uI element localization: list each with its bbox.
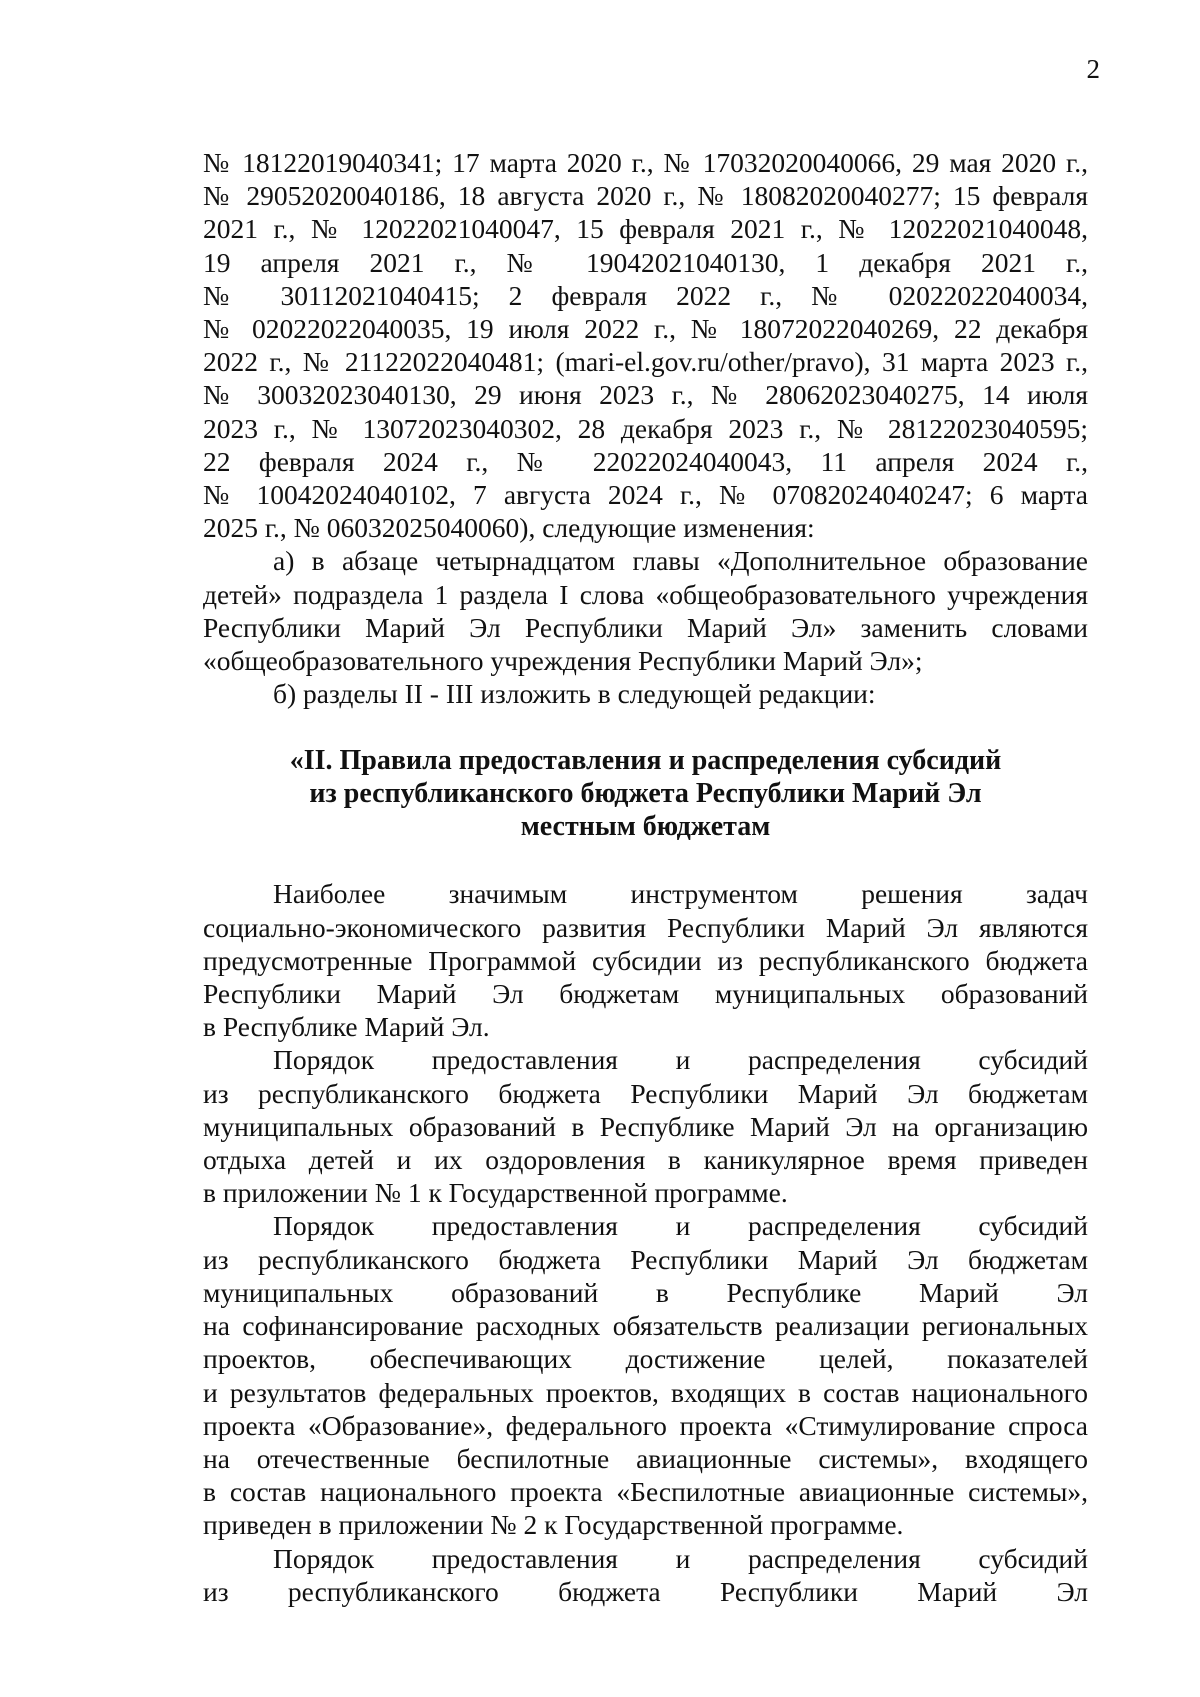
text-line: № 30032023040130, 29 июня 2023 г., № 28062023040275, 14 июля	[203, 379, 1088, 411]
text-line: «общеобразовательного учреждения Республики Марий Эл»;	[203, 645, 923, 677]
text-line: и результатов федеральных проектов, входящих в состав национального	[203, 1376, 1088, 1408]
text-line: № 18122019040341; 17 марта 2020 г., № 17032020040066, 29 мая 2020 г.,	[203, 147, 1088, 178]
text-line: в состав национального проекта «Беспилотные авиационные системы»,	[203, 1476, 1088, 1508]
text-line: 2021 г., № 12022021040047, 15 февраля 2021 г., № 12022021040048,	[203, 213, 1088, 245]
text-line: на софинансирование расходных обязательств реализации региональных	[203, 1310, 1088, 1342]
text-line: № 10042024040102, 7 августа 2024 г., № 07082024040247; 6 марта	[203, 479, 1088, 511]
text-line: Порядок предоставления и распределения субсидий	[273, 1210, 1088, 1242]
text-line: 2022 г., № 21122022040481; (mari-el.gov.ru/other/pravo), 31 марта 2023 г.,	[203, 346, 1088, 378]
text-line: из республиканского бюджета Республики Марий Эл бюджетам	[203, 1243, 1088, 1275]
item-b-paragraph	[203, 677, 1088, 710]
text-line: из республиканского бюджета Республики Марий Эл	[203, 1575, 1088, 1607]
heading-line: из республиканского бюджета Республики Марий Эл	[309, 778, 982, 810]
text-line: приведен в приложении № 2 к Государственной программе.	[203, 1509, 904, 1541]
text-line: б) разделы II - III изложить в следующей редакции:	[273, 678, 876, 710]
text-line: Наиболее значимым инструментом решения задач	[273, 878, 1088, 910]
text-line: 2023 г., № 13072023040302, 28 декабря 2023 г., № 28122023040595;	[203, 412, 1088, 444]
intro-paragraph	[203, 146, 1088, 544]
text-line: детей» подраздела 1 раздела I слова «общеобразовательного учреждения	[203, 578, 1088, 610]
paragraph-1	[203, 877, 1088, 1043]
text-line: Республики Марий Эл Республики Марий Эл» заменить словами	[203, 611, 1088, 643]
text-line: № 02022022040035, 19 июля 2022 г., № 18072022040269, 22 декабря	[203, 313, 1088, 345]
text-line: муниципальных образований в Республике Марий Эл на организацию	[203, 1110, 1088, 1142]
document-body	[203, 146, 1088, 1608]
text-line: муниципальных образований в Республике Марий Эл	[203, 1276, 1088, 1308]
text-line: из республиканского бюджета Республики Марий Эл бюджетам	[203, 1077, 1088, 1109]
text-line: Порядок предоставления и распределения субсидий	[273, 1542, 1088, 1574]
text-line: в Республике Марий Эл.	[203, 1011, 490, 1043]
text-line: Порядок предоставления и распределения субсидий	[273, 1044, 1088, 1076]
paragraph-4	[203, 1542, 1088, 1608]
text-line: проектов, обеспечивающих достижение целей, показателей	[203, 1343, 1088, 1375]
heading-line: местным бюджетам	[520, 811, 771, 843]
text-line: № 29052020040186, 18 августа 2020 г., № 18082020040277; 15 февраля	[203, 180, 1088, 212]
text-line: 19 апреля 2021 г., № 19042021040130, 1 декабря 2021 г.,	[203, 246, 1088, 278]
text-line: № 30112021040415; 2 февраля 2022 г., № 02022022040034,	[203, 279, 1088, 311]
paragraph-2	[203, 1043, 1088, 1209]
section-heading	[203, 744, 1088, 843]
text-line: проекта «Образование», федерального проекта «Стимулирование спроса	[203, 1409, 1088, 1441]
text-line: отдыха детей и их оздоровления в каникулярное время приведен	[203, 1144, 1088, 1176]
text-line: социально-экономического развития Республики Марий Эл являются	[203, 911, 1088, 943]
page-number: 2	[1086, 54, 1100, 84]
text-line: 22 февраля 2024 г., № 22022024040043, 11 апреля 2024 г.,	[203, 445, 1088, 477]
text-line: в приложении № 1 к Государственной программе.	[203, 1177, 788, 1209]
heading-line: «II. Правила предоставления и распределения субсидий	[289, 745, 1002, 777]
paragraph-3	[203, 1209, 1088, 1541]
text-line: 2025 г., № 06032025040060), следующие изменения:	[203, 512, 815, 544]
text-line: предусмотренные Программой субсидии из республиканского бюджета	[203, 944, 1088, 976]
text-line: на отечественные беспилотные авиационные системы», входящего	[203, 1442, 1088, 1474]
text-line: а) в абзаце четырнадцатом главы «Дополнительное образование	[273, 545, 1088, 577]
text-line: Республики Марий Эл бюджетам муниципальных образований	[203, 978, 1088, 1010]
item-a-paragraph	[203, 544, 1088, 677]
